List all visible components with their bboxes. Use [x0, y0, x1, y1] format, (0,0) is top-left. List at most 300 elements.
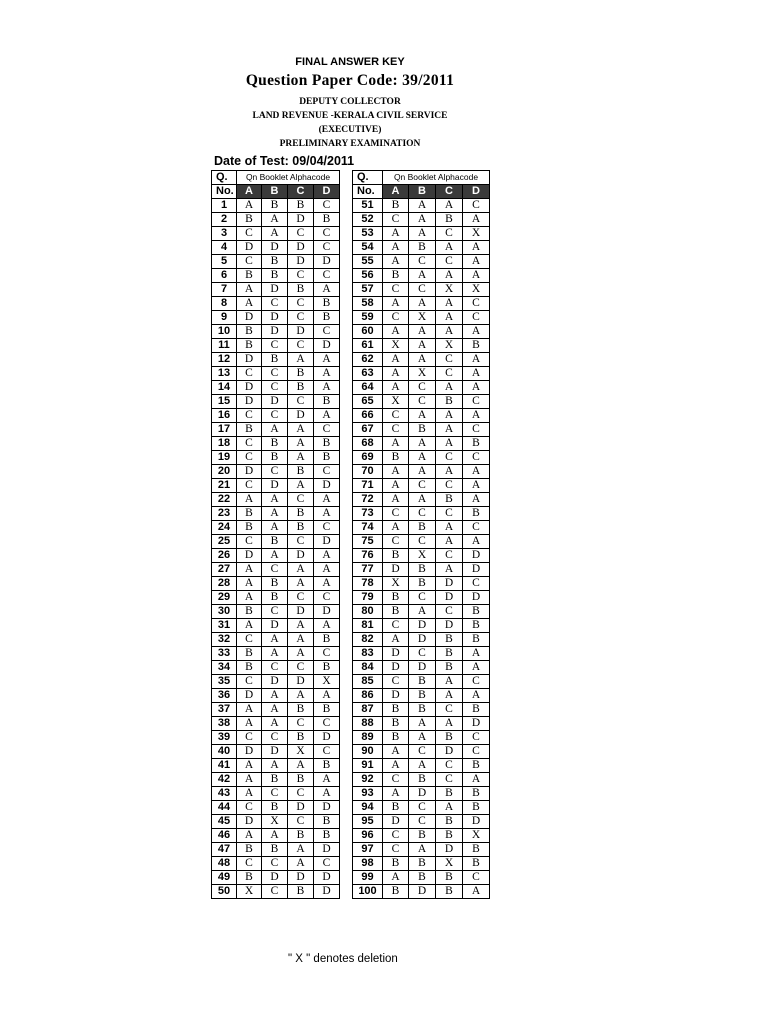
date-of-test: Date of Test: 09/04/2011: [214, 154, 355, 168]
answer-table-left: [211, 170, 340, 899]
answer-cell: B: [409, 829, 436, 843]
answer-cell: A: [314, 549, 340, 563]
answer-cell: A: [409, 409, 436, 423]
answer-cell: B: [262, 591, 288, 605]
table-row: [212, 409, 340, 423]
answer-cell: A: [436, 801, 463, 815]
answer-cell: B: [436, 871, 463, 885]
answer-cell: A: [314, 493, 340, 507]
answer-cell: B: [288, 521, 314, 535]
answer-cell: A: [463, 535, 490, 549]
answer-cell: A: [288, 563, 314, 577]
answer-cell: D: [237, 381, 262, 395]
answer-cell: B: [262, 437, 288, 451]
answer-cell: A: [436, 689, 463, 703]
answer-cell: A: [463, 269, 490, 283]
answer-cell: A: [314, 689, 340, 703]
answer-cell: B: [314, 395, 340, 409]
answer-cell: D: [314, 339, 340, 353]
table-row: [353, 801, 490, 815]
question-number: 15: [212, 395, 237, 409]
answer-cell: X: [262, 815, 288, 829]
answer-cell: C: [237, 255, 262, 269]
answer-cell: A: [463, 241, 490, 255]
answer-cell: A: [436, 521, 463, 535]
answer-cell: A: [383, 871, 409, 885]
answer-cell: X: [463, 829, 490, 843]
answer-cell: C: [237, 535, 262, 549]
question-number: 34: [212, 661, 237, 675]
answer-cell: C: [288, 787, 314, 801]
table-row: [353, 563, 490, 577]
table-header-row: [353, 171, 490, 185]
answer-cell: A: [314, 787, 340, 801]
answer-cell: C: [383, 675, 409, 689]
answer-cell: C: [463, 675, 490, 689]
question-number: 2: [212, 213, 237, 227]
question-number: 18: [212, 437, 237, 451]
question-number: 43: [212, 787, 237, 801]
table-row: [353, 675, 490, 689]
answer-cell: B: [237, 269, 262, 283]
answer-cell: C: [463, 297, 490, 311]
question-number: 95: [353, 815, 383, 829]
answer-cell: C: [314, 325, 340, 339]
answer-cell: A: [383, 437, 409, 451]
code-d-header: D: [463, 185, 490, 199]
question-number: 51: [353, 199, 383, 213]
answer-cell: B: [436, 395, 463, 409]
answer-cell: A: [409, 353, 436, 367]
table-row: [212, 815, 340, 829]
answer-cell: B: [288, 507, 314, 521]
answer-cell: C: [262, 857, 288, 871]
answer-cell: B: [288, 381, 314, 395]
question-number: 4: [212, 241, 237, 255]
answer-cell: C: [409, 535, 436, 549]
answer-cell: D: [262, 619, 288, 633]
question-number: 6: [212, 269, 237, 283]
answer-cell: A: [409, 465, 436, 479]
answer-cell: A: [383, 227, 409, 241]
answer-cell: B: [383, 591, 409, 605]
answer-cell: A: [237, 577, 262, 591]
answer-cell: C: [237, 633, 262, 647]
table-row: [212, 717, 340, 731]
table-row: [353, 423, 490, 437]
table-row: [353, 339, 490, 353]
table-row: [212, 269, 340, 283]
answer-cell: C: [463, 745, 490, 759]
answer-cell: C: [288, 591, 314, 605]
answer-cell: B: [262, 255, 288, 269]
table-row: [353, 745, 490, 759]
answer-cell: C: [314, 717, 340, 731]
answer-cell: B: [237, 647, 262, 661]
answer-cell: C: [237, 731, 262, 745]
answer-cell: C: [288, 815, 314, 829]
answer-cell: B: [262, 269, 288, 283]
table-row: [212, 661, 340, 675]
answer-cell: B: [237, 507, 262, 521]
answer-cell: A: [436, 269, 463, 283]
answer-cell: A: [262, 493, 288, 507]
answer-cell: B: [314, 213, 340, 227]
answer-cell: B: [436, 647, 463, 661]
answer-cell: A: [237, 759, 262, 773]
answer-cell: A: [237, 717, 262, 731]
answer-cell: A: [463, 325, 490, 339]
deletion-footnote: " X " denotes deletion: [288, 953, 398, 965]
answer-cell: A: [262, 829, 288, 843]
answer-cell: A: [409, 199, 436, 213]
answer-cell: A: [314, 773, 340, 787]
answer-cell: A: [409, 213, 436, 227]
q-label: Q.: [212, 171, 237, 185]
answer-cell: A: [436, 423, 463, 437]
question-number: 39: [212, 731, 237, 745]
answer-table-right: [352, 170, 490, 899]
answer-cell: C: [314, 241, 340, 255]
table-row: [212, 227, 340, 241]
answer-cell: B: [314, 437, 340, 451]
answer-cell: A: [383, 787, 409, 801]
answer-cell: C: [463, 311, 490, 325]
table-row: [353, 703, 490, 717]
question-number: 10: [212, 325, 237, 339]
answer-cell: C: [262, 787, 288, 801]
answer-cell: A: [463, 773, 490, 787]
answer-cell: A: [436, 409, 463, 423]
answer-cell: A: [237, 283, 262, 297]
code-b-header: B: [262, 185, 288, 199]
answer-cell: B: [409, 521, 436, 535]
answer-cell: A: [288, 759, 314, 773]
answer-cell: C: [409, 255, 436, 269]
answer-cell: B: [237, 339, 262, 353]
question-number: 68: [353, 437, 383, 451]
answer-cell: C: [237, 857, 262, 871]
answer-cell: B: [314, 297, 340, 311]
table-row: [353, 493, 490, 507]
table-row: [353, 381, 490, 395]
answer-cell: B: [262, 451, 288, 465]
answer-cell: B: [262, 773, 288, 787]
answer-cell: D: [409, 619, 436, 633]
answer-cell: C: [314, 857, 340, 871]
answer-cell: B: [314, 311, 340, 325]
answer-cell: A: [288, 619, 314, 633]
table-row: [212, 423, 340, 437]
question-number: 78: [353, 577, 383, 591]
answer-cell: D: [288, 255, 314, 269]
answer-cell: D: [237, 689, 262, 703]
table-row: [212, 731, 340, 745]
answer-cell: D: [436, 591, 463, 605]
table-row: [212, 535, 340, 549]
table-row: [353, 479, 490, 493]
answer-cell: B: [288, 773, 314, 787]
answer-cell: A: [262, 689, 288, 703]
answer-cell: C: [314, 745, 340, 759]
exam-type: PRELIMINARY EXAMINATION: [279, 139, 421, 149]
table-row: [353, 255, 490, 269]
answer-cell: B: [314, 703, 340, 717]
question-number: 49: [212, 871, 237, 885]
answer-cell: D: [383, 647, 409, 661]
table-row: [353, 451, 490, 465]
question-number: 53: [353, 227, 383, 241]
question-number: 30: [212, 605, 237, 619]
answer-cell: A: [237, 563, 262, 577]
answer-cell: D: [262, 283, 288, 297]
answer-cell: D: [288, 549, 314, 563]
answer-cell: C: [409, 745, 436, 759]
answer-cell: A: [314, 367, 340, 381]
question-number: 90: [353, 745, 383, 759]
answer-cell: C: [463, 395, 490, 409]
answer-cell: C: [383, 843, 409, 857]
question-number: 76: [353, 549, 383, 563]
answer-cell: D: [237, 745, 262, 759]
answer-cell: B: [383, 717, 409, 731]
answer-cell: B: [314, 661, 340, 675]
answer-cell: C: [288, 269, 314, 283]
table-row: [353, 815, 490, 829]
answer-cell: B: [463, 633, 490, 647]
question-number: 13: [212, 367, 237, 381]
answer-cell: A: [383, 633, 409, 647]
question-number: 54: [353, 241, 383, 255]
answer-cell: B: [288, 199, 314, 213]
answer-cell: D: [262, 675, 288, 689]
table-row: [353, 689, 490, 703]
answer-cell: B: [237, 213, 262, 227]
answer-cell: D: [262, 479, 288, 493]
answer-cell: A: [383, 759, 409, 773]
answer-cell: X: [463, 227, 490, 241]
answer-cell: C: [288, 717, 314, 731]
answer-cell: C: [237, 227, 262, 241]
answer-cell: C: [288, 661, 314, 675]
answer-cell: C: [409, 815, 436, 829]
answer-cell: A: [409, 493, 436, 507]
code-c-header: C: [436, 185, 463, 199]
answer-cell: C: [288, 493, 314, 507]
answer-cell: C: [383, 619, 409, 633]
table-row: [212, 311, 340, 325]
table-row: [353, 633, 490, 647]
table-row: [212, 885, 340, 899]
question-number: 62: [353, 353, 383, 367]
answer-cell: D: [262, 325, 288, 339]
table-row: [212, 521, 340, 535]
answer-cell: A: [409, 339, 436, 353]
question-number: 46: [212, 829, 237, 843]
answer-cell: B: [383, 885, 409, 899]
table-row: [353, 199, 490, 213]
question-paper-code: Question Paper Code: 39/2011: [245, 72, 455, 89]
answer-cell: C: [288, 395, 314, 409]
answer-cell: B: [288, 885, 314, 899]
answer-cell: X: [409, 367, 436, 381]
answer-cell: A: [383, 479, 409, 493]
question-number: 86: [353, 689, 383, 703]
answer-cell: X: [383, 395, 409, 409]
answer-cell: A: [436, 465, 463, 479]
answer-cell: A: [288, 577, 314, 591]
question-number: 26: [212, 549, 237, 563]
answer-cell: B: [314, 633, 340, 647]
table-row: [353, 437, 490, 451]
question-number: 71: [353, 479, 383, 493]
answer-cell: C: [436, 255, 463, 269]
answer-cell: A: [436, 311, 463, 325]
answer-cell: A: [409, 325, 436, 339]
answer-cell: A: [383, 493, 409, 507]
answer-cell: B: [288, 465, 314, 479]
question-number: 24: [212, 521, 237, 535]
table-row: [353, 843, 490, 857]
answer-cell: D: [436, 619, 463, 633]
answer-cell: A: [262, 507, 288, 521]
question-number: 98: [353, 857, 383, 871]
answer-cell: B: [237, 325, 262, 339]
answer-cell: C: [463, 451, 490, 465]
table-row: [212, 479, 340, 493]
question-number: 38: [212, 717, 237, 731]
answer-cell: D: [314, 605, 340, 619]
answer-cell: C: [436, 605, 463, 619]
question-number: 69: [353, 451, 383, 465]
question-number: 65: [353, 395, 383, 409]
table-row: [212, 325, 340, 339]
question-number: 50: [212, 885, 237, 899]
answer-cell: B: [463, 843, 490, 857]
answer-cell: D: [383, 689, 409, 703]
question-number: 89: [353, 731, 383, 745]
question-number: 88: [353, 717, 383, 731]
answer-cell: B: [237, 661, 262, 675]
answer-cell: B: [262, 199, 288, 213]
question-number: 80: [353, 605, 383, 619]
table-row: [353, 283, 490, 297]
table-row: [353, 297, 490, 311]
answer-cell: B: [383, 451, 409, 465]
answer-cell: B: [288, 731, 314, 745]
code-d-header: D: [314, 185, 340, 199]
answer-cell: C: [314, 647, 340, 661]
answer-cell: B: [409, 241, 436, 255]
answer-cell: B: [237, 871, 262, 885]
answer-cell: A: [463, 661, 490, 675]
answer-cell: D: [463, 563, 490, 577]
answer-cell: A: [237, 591, 262, 605]
answer-cell: D: [383, 661, 409, 675]
answer-cell: D: [288, 409, 314, 423]
question-number: 3: [212, 227, 237, 241]
answer-cell: A: [237, 619, 262, 633]
question-number: 28: [212, 577, 237, 591]
answer-cell: B: [383, 801, 409, 815]
answer-cell: B: [409, 577, 436, 591]
answer-cell: D: [383, 815, 409, 829]
table-row: [353, 829, 490, 843]
question-number: 35: [212, 675, 237, 689]
question-number: 74: [353, 521, 383, 535]
answer-cell: D: [463, 717, 490, 731]
answer-cell: D: [314, 801, 340, 815]
table-row: [353, 311, 490, 325]
answer-cell: B: [314, 451, 340, 465]
answer-cell: A: [463, 493, 490, 507]
answer-cell: D: [314, 731, 340, 745]
answer-cell: C: [237, 675, 262, 689]
question-number: 81: [353, 619, 383, 633]
answer-cell: C: [262, 367, 288, 381]
answer-cell: C: [383, 311, 409, 325]
answer-cell: A: [383, 745, 409, 759]
table-row: [212, 619, 340, 633]
answer-cell: D: [436, 745, 463, 759]
answer-cell: D: [288, 675, 314, 689]
answer-cell: A: [409, 227, 436, 241]
answer-cell: A: [463, 367, 490, 381]
answer-cell: D: [237, 815, 262, 829]
answer-cell: A: [383, 297, 409, 311]
question-number: 14: [212, 381, 237, 395]
answer-cell: D: [262, 395, 288, 409]
table-row: [353, 325, 490, 339]
answer-cell: C: [383, 423, 409, 437]
answer-cell: B: [288, 283, 314, 297]
question-number: 17: [212, 423, 237, 437]
answer-cell: C: [314, 227, 340, 241]
answer-cell: B: [383, 269, 409, 283]
answer-cell: B: [262, 535, 288, 549]
table-row: [212, 689, 340, 703]
answer-cell: C: [383, 213, 409, 227]
answer-cell: A: [409, 759, 436, 773]
answer-cell: X: [288, 745, 314, 759]
answer-cell: D: [237, 465, 262, 479]
table-row: [353, 465, 490, 479]
answer-cell: D: [262, 241, 288, 255]
question-number: 70: [353, 465, 383, 479]
answer-cell: C: [237, 451, 262, 465]
answer-cell: C: [436, 773, 463, 787]
answer-cell: D: [314, 871, 340, 885]
answer-cell: A: [288, 353, 314, 367]
table-row: [353, 619, 490, 633]
question-number: 16: [212, 409, 237, 423]
answer-cell: B: [288, 703, 314, 717]
answer-cell: B: [262, 577, 288, 591]
answer-cell: A: [436, 717, 463, 731]
answer-cell: D: [463, 815, 490, 829]
code-c-header: C: [288, 185, 314, 199]
answer-cell: C: [409, 479, 436, 493]
answer-cell: C: [262, 885, 288, 899]
answer-cell: B: [436, 633, 463, 647]
answer-cell: D: [314, 535, 340, 549]
question-number: 92: [353, 773, 383, 787]
table-row: [353, 367, 490, 381]
table-row: [212, 787, 340, 801]
question-number: 60: [353, 325, 383, 339]
answer-cell: A: [463, 885, 490, 899]
question-number: 40: [212, 745, 237, 759]
